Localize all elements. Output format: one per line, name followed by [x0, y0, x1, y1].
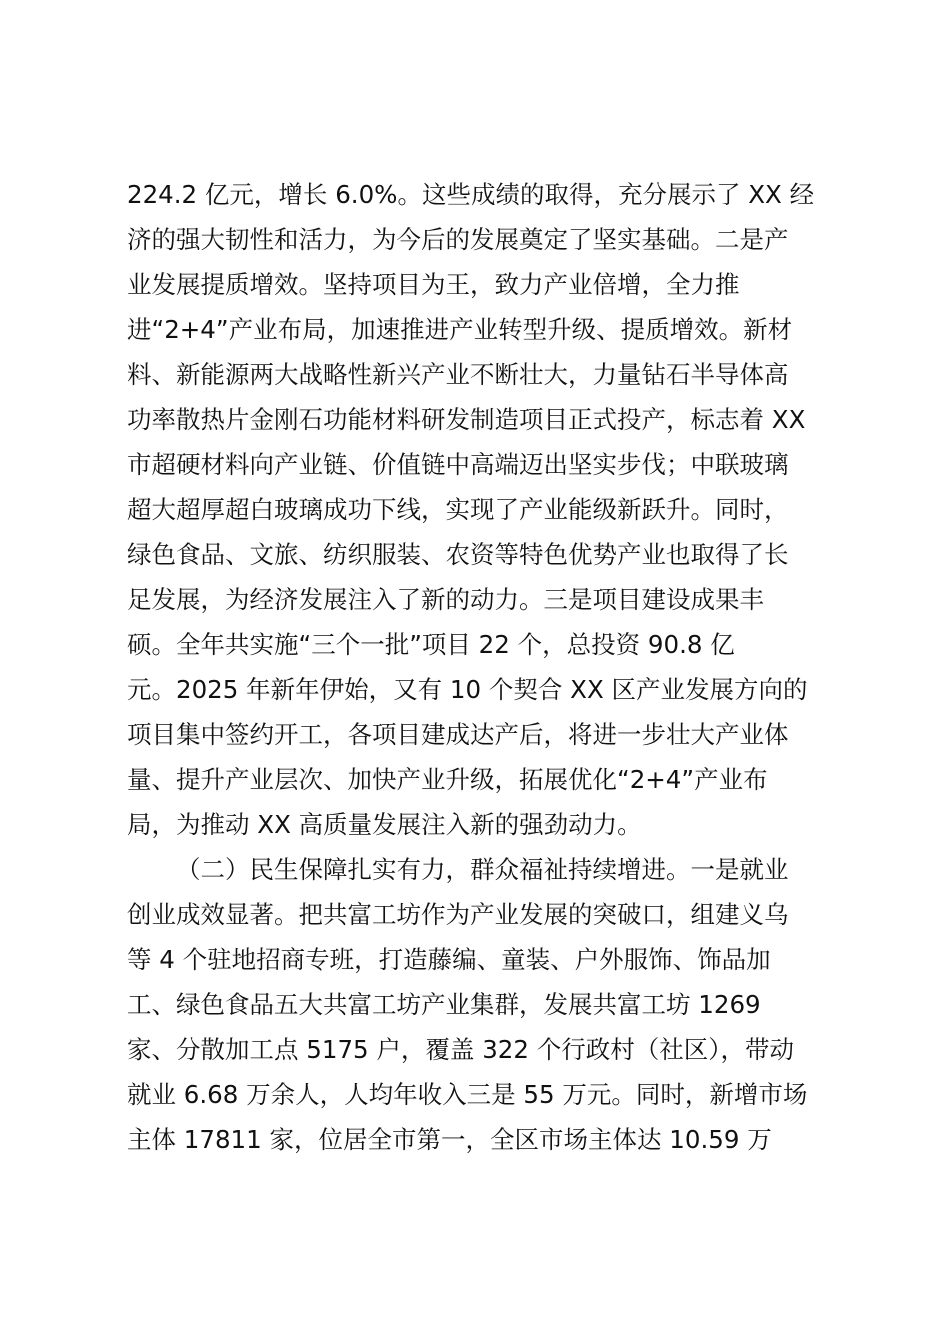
body-text: [127, 172, 837, 1162]
text-line: 工、绿色食品五大共富工坊产业集群，发展共富工坊 1269: [127, 990, 761, 1019]
text-line: 量、提升产业层次、加快产业升级，拓展优化“2+4”产业布: [127, 765, 768, 794]
text-line: 料、新能源两大战略性新兴产业不断壮大，力量钻石半导体高: [127, 360, 789, 389]
text-line: 济的强大韧性和活力，为今后的发展奠定了坚实基础。二是产: [127, 225, 789, 254]
text-line: 就业 6.68 万余人，人均年收入三是 55 万元。同时，新增市场: [127, 1080, 808, 1109]
text-line: 足发展，为经济发展注入了新的动力。三是项目建设成果丰: [127, 585, 764, 614]
text-line: 等 4 个驻地招商专班，打造藤编、童装、户外服饰、饰品加: [127, 945, 771, 974]
text-line: 元。2025 年新年伊始，又有 10 个契合 XX 区产业发展方向的: [127, 675, 808, 704]
text-line: 市超硬材料向产业链、价值链中高端迈出坚实步伐；中联玻璃: [127, 450, 789, 479]
text-line: 业发展提质增效。坚持项目为王，致力产业倍增，全力推: [127, 270, 740, 299]
text-line: 进“2+4”产业布局，加速推进产业转型升级、提质增效。新材: [127, 315, 793, 344]
text-line: 硕。全年共实施“三个一批”项目 22 个，总投资 90.8 亿: [127, 630, 735, 659]
text-line: 创业成效显著。把共富工坊作为产业发展的突破口，组建义乌: [127, 900, 789, 929]
text-line: 项目集中签约开工，各项目建成达产后，将进一步壮大产业体: [127, 720, 789, 749]
text-line: 功率散热片金刚石功能材料研发制造项目正式投产，标志着 XX: [127, 405, 806, 434]
text-line: 绿色食品、文旅、纺织服装、农资等特色优势产业也取得了长: [127, 540, 789, 569]
text-line: 主体 17811 家，位居全市第一，全区市场主体达 10.59 万: [127, 1125, 772, 1154]
text-line: 超大超厚超白玻璃成功下线，实现了产业能级新跃升。同时，: [127, 495, 789, 524]
section-heading-line: （二）民生保障扎实有力，群众福祉持续增进。一是就业: [176, 855, 789, 884]
text-line: 家、分散加工点 5175 户，覆盖 322 个行政村（社区），带动: [127, 1035, 795, 1064]
text-line: 局，为推动 XX 高质量发展注入新的强劲动力。: [127, 810, 642, 839]
text-line: 224.2 亿元，增长 6.0%。这些成绩的取得，充分展示了 XX 经: [127, 180, 815, 209]
